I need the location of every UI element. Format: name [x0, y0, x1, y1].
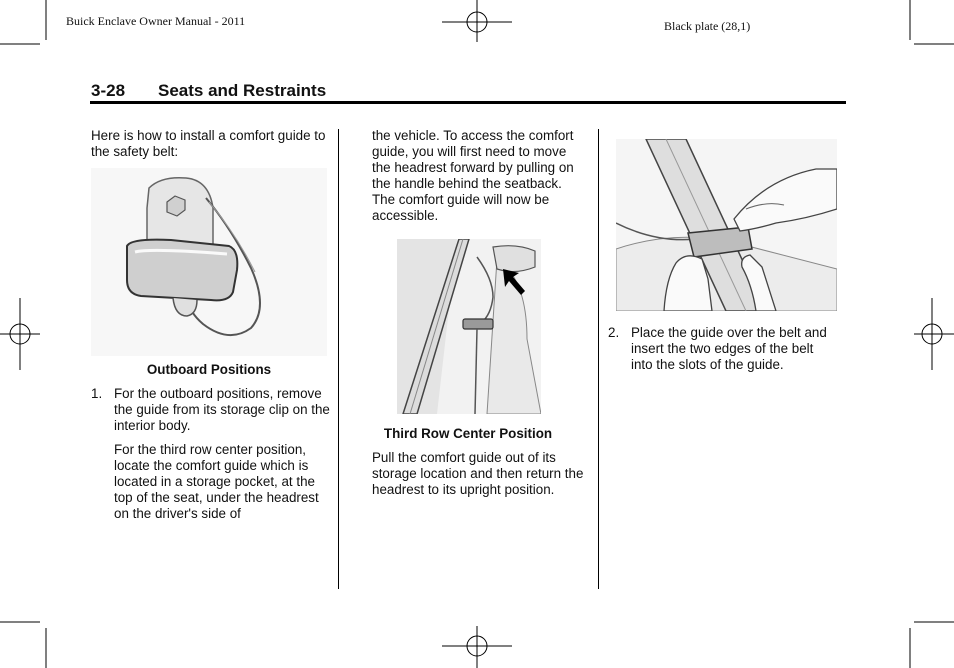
- headrest-illustration-icon: [397, 239, 541, 414]
- column-1: [91, 128, 331, 160]
- step-1: [91, 386, 331, 522]
- page-number: 3-28: [91, 81, 126, 100]
- column-2-text: Pull the comfort guide out of its storage location and then return the headrest to its upright position.: [372, 450, 584, 497]
- outboard-caption: Outboard Positions: [146, 362, 272, 377]
- section-title: Seats and Restraints: [158, 81, 327, 100]
- belt-figure: [616, 139, 837, 311]
- heading-rule: [90, 101, 846, 104]
- comfort-guide-illustration-icon: [91, 168, 327, 356]
- step-1-number: 1.: [91, 386, 103, 401]
- column-divider-2: [598, 129, 599, 589]
- belt-insertion-illustration-icon: [616, 139, 837, 311]
- manual-title: Buick Enclave Owner Manual - 2011: [66, 14, 246, 28]
- outboard-figure: [91, 168, 327, 356]
- step-2-text: Place the guide over the belt and insert the two edges of the belt into the slots of the guide.: [631, 325, 827, 372]
- column-divider-1: [338, 129, 339, 589]
- third-row-caption: Third Row Center Position: [383, 426, 553, 441]
- step-2-number: 2.: [608, 325, 620, 340]
- intro-paragraph: Here is how to install a comfort guide to the safety belt:: [91, 128, 326, 159]
- column-2-continued: the vehicle. To access the comfort guide, you will first need to move the headrest forward by pulling on the handle behind the seatback. The comfort guide will now be accessible.: [372, 128, 574, 223]
- step-1-text: For the outboard positions, remove the guide from its storage clip on the interior body.: [114, 386, 330, 433]
- third-row-figure: [397, 239, 541, 414]
- step-2: [608, 325, 838, 373]
- step-1-continued: For the third row center position, locate the comfort guide which is located in a storage pocket, at the top of the seat, under the headrest on the driver's side of: [114, 442, 319, 521]
- plate-label: Black plate (28,1): [664, 19, 751, 33]
